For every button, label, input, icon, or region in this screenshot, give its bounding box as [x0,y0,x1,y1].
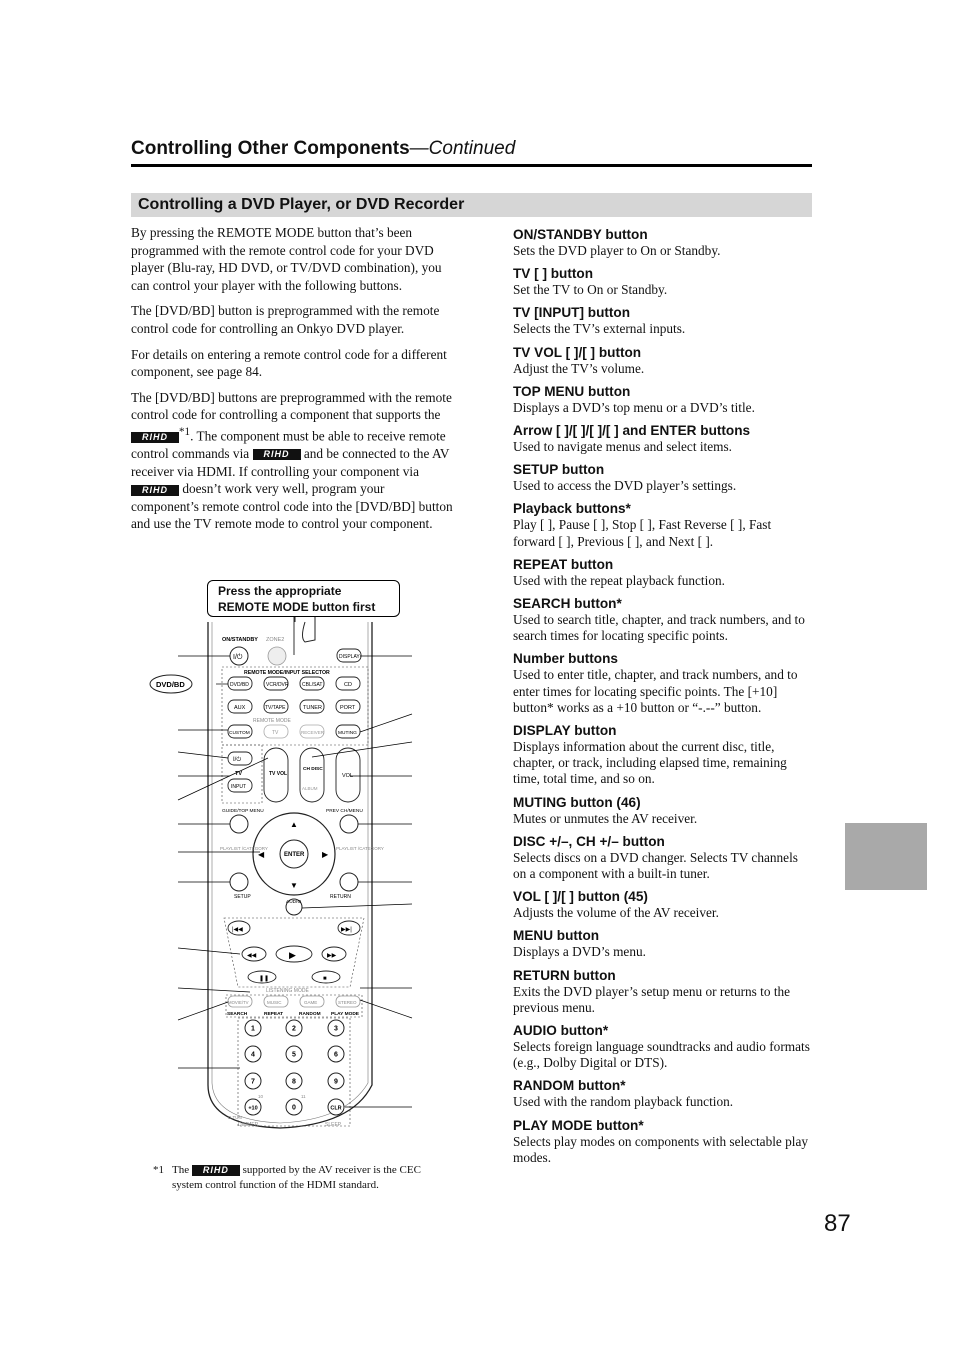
description-entry [513,650,813,716]
entry-description: Exits the DVD player’s setup menu or returns to the previous menu. [513,983,791,1015]
tv-tape-button[interactable]: TV/TAPE [265,705,286,711]
page-header [131,138,812,160]
top-menu-label: GUIDE/TOP MENU [222,809,264,814]
entry-heading: AUDIO button* [513,1023,609,1039]
vol-button[interactable]: VOL [342,773,354,779]
intro-text [131,224,453,541]
paragraph: The [DVD/BD] buttons are preprogrammed with the remote control code for controlling a component that supports the RIHD $^{*1}$. The component must be able to receive remote control commands via RIHD and be connected to the AV receiver via HDMI. If controlling your component via RIHD doesn’t work very well, program your component’s remote control code into the [DVD/BD] button and use the TV remote mode to control your component. [131,389,453,532]
number-label: 0 [292,1104,296,1112]
number-label: 6 [334,1051,338,1059]
playlist-right-label: PLAYLIST /CATEGORY [336,846,384,851]
sleep-label: SLEEP [325,1122,342,1128]
description-entry [513,927,813,960]
entry-description: Set the TV to On or Standby. [513,282,668,298]
entry-heading: Playback buttons* [513,501,631,517]
custom-button[interactable]: CUSTOM [229,731,250,736]
music-button[interactable]: MUSIC [267,1000,282,1005]
number-label: 7 [251,1078,255,1086]
entry-description: Sets the DVD player to On or Standby. [513,243,721,258]
entry-heading: MENU button [513,928,600,944]
arrow-left-icon[interactable]: ◀ [258,850,265,859]
menu-label: PREV CH/MENU [326,809,363,814]
side-tab [845,823,927,890]
paragraph: By pressing the REMOTE MODE button that’s been programmed with the remote control code for your DVD player (Blu-ray, HD DVD, or TV/DVD combination), you can control your player with the following buttons. [131,225,442,293]
stereo-button[interactable]: STEREO [338,1000,357,1005]
description-entry [513,722,813,788]
cbl-sat-button[interactable]: CBL/SAT [302,682,323,688]
entry-heading: TV [ ] button [513,266,594,282]
tv-mode-button[interactable]: TV [272,730,279,736]
arrow-down-icon[interactable]: ▼ [290,881,298,890]
entry-description: Displays a DVD’s top menu or a DVD’s title. [513,399,755,415]
movie-tv-button[interactable]: MOVIE/TV [228,1000,249,1005]
description-entry [513,500,813,549]
entry-heading: MUTING button (46) [513,794,641,810]
dvd-bd-label: DVD/BD [156,680,185,689]
entry-heading: TV [INPUT] button [513,305,631,321]
description-entry [513,226,813,259]
dimmer-label: DIMMER [238,1122,259,1128]
port-button[interactable]: PORT [340,705,356,711]
entry-description: Selects the TV’s external inputs. [513,321,686,337]
entry-description: Displays a DVD’s menu. [513,944,646,960]
search-label: SEARCH [227,1012,248,1017]
section-heading: Controlling a DVD Player, or DVD Recorder [131,193,812,217]
entry-description: Used to enter title, chapter, and track numbers, and to enter times for locating specific points. The [+10] button* works as a +10 button or “-.--” button. [513,667,798,715]
entry-description: Used with the random playback function. [513,1094,734,1110]
entry-heading: RANDOM button* [513,1078,626,1094]
entry-description: Used with the repeat playback function. [513,572,725,588]
entry-heading: ON/STANDBY button [513,227,648,242]
audio-button[interactable]: AUDIO [286,900,302,905]
number-label: 3 [334,1025,338,1033]
entry-description: Selects foreign language soundtracks and audio formats (e.g., Dolby Digital or DTS). [513,1039,810,1071]
enter-button[interactable]: ENTER [284,852,305,858]
description-entry [513,422,813,455]
play-icon[interactable]: ▶ [289,950,296,960]
number-label: 4 [251,1051,255,1059]
aux-button[interactable]: AUX [234,705,246,711]
remote-mode-callout: Press the appropriate REMOTE MODE button first [207,580,400,617]
number-label: 5 [292,1051,296,1059]
game-button[interactable]: GAME [304,1000,318,1005]
rihd-logo: RIHD [253,449,301,460]
description-entry [513,833,813,882]
description-entry [513,344,813,377]
fast-forward-icon[interactable]: ▶▶ [327,953,337,959]
entry-description: Used to access the DVD player’s settings. [513,478,737,494]
paragraph: For details on entering a remote control code for a different component, see page 84. [131,346,447,380]
return-button[interactable]: RETURN [330,894,351,900]
page-number: 87 [824,1210,851,1237]
next-icon[interactable]: ▶▶| [341,927,352,933]
arrow-right-icon[interactable]: ▶ [322,850,329,859]
repeat-label: REPEAT [264,1012,284,1017]
display-button[interactable]: DISPLAY [339,654,360,660]
entry-heading: PLAY MODE button* [513,1117,644,1133]
description-entry [513,1117,813,1166]
number-label: 8 [292,1078,296,1086]
vcr-dvr-button[interactable]: VCR/DVR [266,682,289,688]
setup-button[interactable]: SETUP [234,894,251,900]
number-label: CLR [330,1105,342,1112]
entry-heading: RETURN button [513,967,616,983]
entry-heading: DISC +/–, CH +/– button [513,833,665,849]
listening-mode-label: LISTENING MODE [266,988,309,994]
selector-label: REMOTE MODE/INPUT SELECTOR [244,670,330,676]
entry-heading: SEARCH button* [513,596,622,612]
description-entry [513,556,813,589]
previous-icon[interactable]: |◀◀ [232,927,243,933]
ch-disc-button[interactable]: CH DISC [303,767,323,772]
number-label: 2 [292,1025,296,1033]
ten-label: 10 [258,1094,264,1099]
description-entry [513,888,813,921]
description-entry [513,265,813,298]
entry-heading: TOP MENU button [513,383,631,399]
description-entry [513,304,813,337]
entry-heading: TV VOL [ ]/[ ] button [513,344,642,360]
description-entry [513,794,813,827]
play-mode-label: PLAY MODE [331,1012,359,1017]
cd-button[interactable]: CD [344,682,352,688]
entry-heading: Number buttons [513,651,618,667]
paragraph: The [DVD/BD] button is preprogrammed with the remote control code for controlling an Onkyo DVD player. [131,303,440,336]
playlist-left-label: PLAYLIST /CATEGORY [220,846,268,851]
tv-power-icon: I/⏻ [233,757,242,763]
dvd-bd-button[interactable]: DVD/BD [230,682,249,688]
entry-heading: DISPLAY button [513,723,617,739]
receiver-button[interactable]: RECEIVER [301,730,325,735]
remote-mode-label: REMOTE MODE [253,718,291,724]
album-label: ALBUM [302,786,318,791]
entry-description: Used to navigate menus and select items. [513,439,732,455]
entry-heading: Arrow [ ]/[ ]/[ ]/[ ] and ENTER buttons [513,423,751,439]
description-entry [513,383,813,416]
entry-description: Mutes or unmutes the AV receiver. [513,810,698,826]
number-label: +10 [248,1105,258,1112]
entry-description: Selects discs on a DVD changer. Selects TV channels on a component with a built-in tuner. [513,849,798,882]
remote-diagram [140,580,420,1140]
tv-label: TV [235,771,243,777]
number-buttons[interactable] [245,1020,344,1115]
description-entry [513,1077,813,1110]
fast-reverse-icon[interactable]: ◀◀ [247,953,257,959]
rihd-logo: RIHD [131,485,179,496]
power-icon: I/⏻ [233,654,243,661]
entry-description: Selects play modes on components with selectable play modes. [513,1133,809,1165]
button-descriptions [513,226,813,1172]
tuner-button[interactable]: TUNER [303,705,322,711]
entry-description: Adjust the TV’s volume. [513,360,645,376]
description-entry [513,967,813,1016]
on-standby-label: ON/STANDBY [222,637,258,643]
tv-input-button[interactable]: INPUT [231,784,246,790]
rihd-logo: RIHD [131,432,179,443]
entry-description: Used to search title, chapter, and track numbers, and to search times for locating specific points. [513,612,805,644]
entry-heading: REPEAT button [513,556,614,572]
pause-icon[interactable]: ❚❚ [259,976,270,982]
rihd-logo: RIHD [192,1165,240,1176]
dtun-label: D.TUN [228,1115,242,1120]
number-label: 1 [251,1025,255,1033]
remote-illustration [140,580,420,1140]
entry-description: Displays information about the current disc, title, chapter, or track, including elapsed time, remaining time, total time, and so on. [513,739,787,787]
footnote: *1 The RIHD supported by the AV receiver is the CEC system control function of the HDMI standard. [153,1164,421,1191]
entry-description: Play [ ], Pause [ ], Stop [ ], Fast Reverse [ ], Fast forward [ ], Previous [ ], and Next [ ]. [513,517,772,549]
stop-icon[interactable]: ■ [323,976,327,982]
muting-button[interactable]: MUTING [338,731,357,736]
entry-heading: SETUP button [513,462,605,478]
arrow-up-icon[interactable]: ▲ [290,820,298,829]
entry-heading: VOL [ ]/[ ] button (45) [513,889,648,905]
tv-vol-button[interactable]: TV VOL [269,771,288,777]
entry-description: Adjusts the volume of the AV receiver. [513,905,719,921]
description-entry [513,595,813,644]
eleven-label: 11 [301,1094,306,1099]
number-label: 9 [334,1078,338,1086]
header-rule [131,164,812,167]
description-entry [513,461,813,494]
page-title: Controlling Other Components—Continued [131,138,516,159]
random-label: RANDOM [299,1012,321,1017]
zone2-label: ZONE2 [266,637,285,643]
description-entry [513,1022,813,1071]
